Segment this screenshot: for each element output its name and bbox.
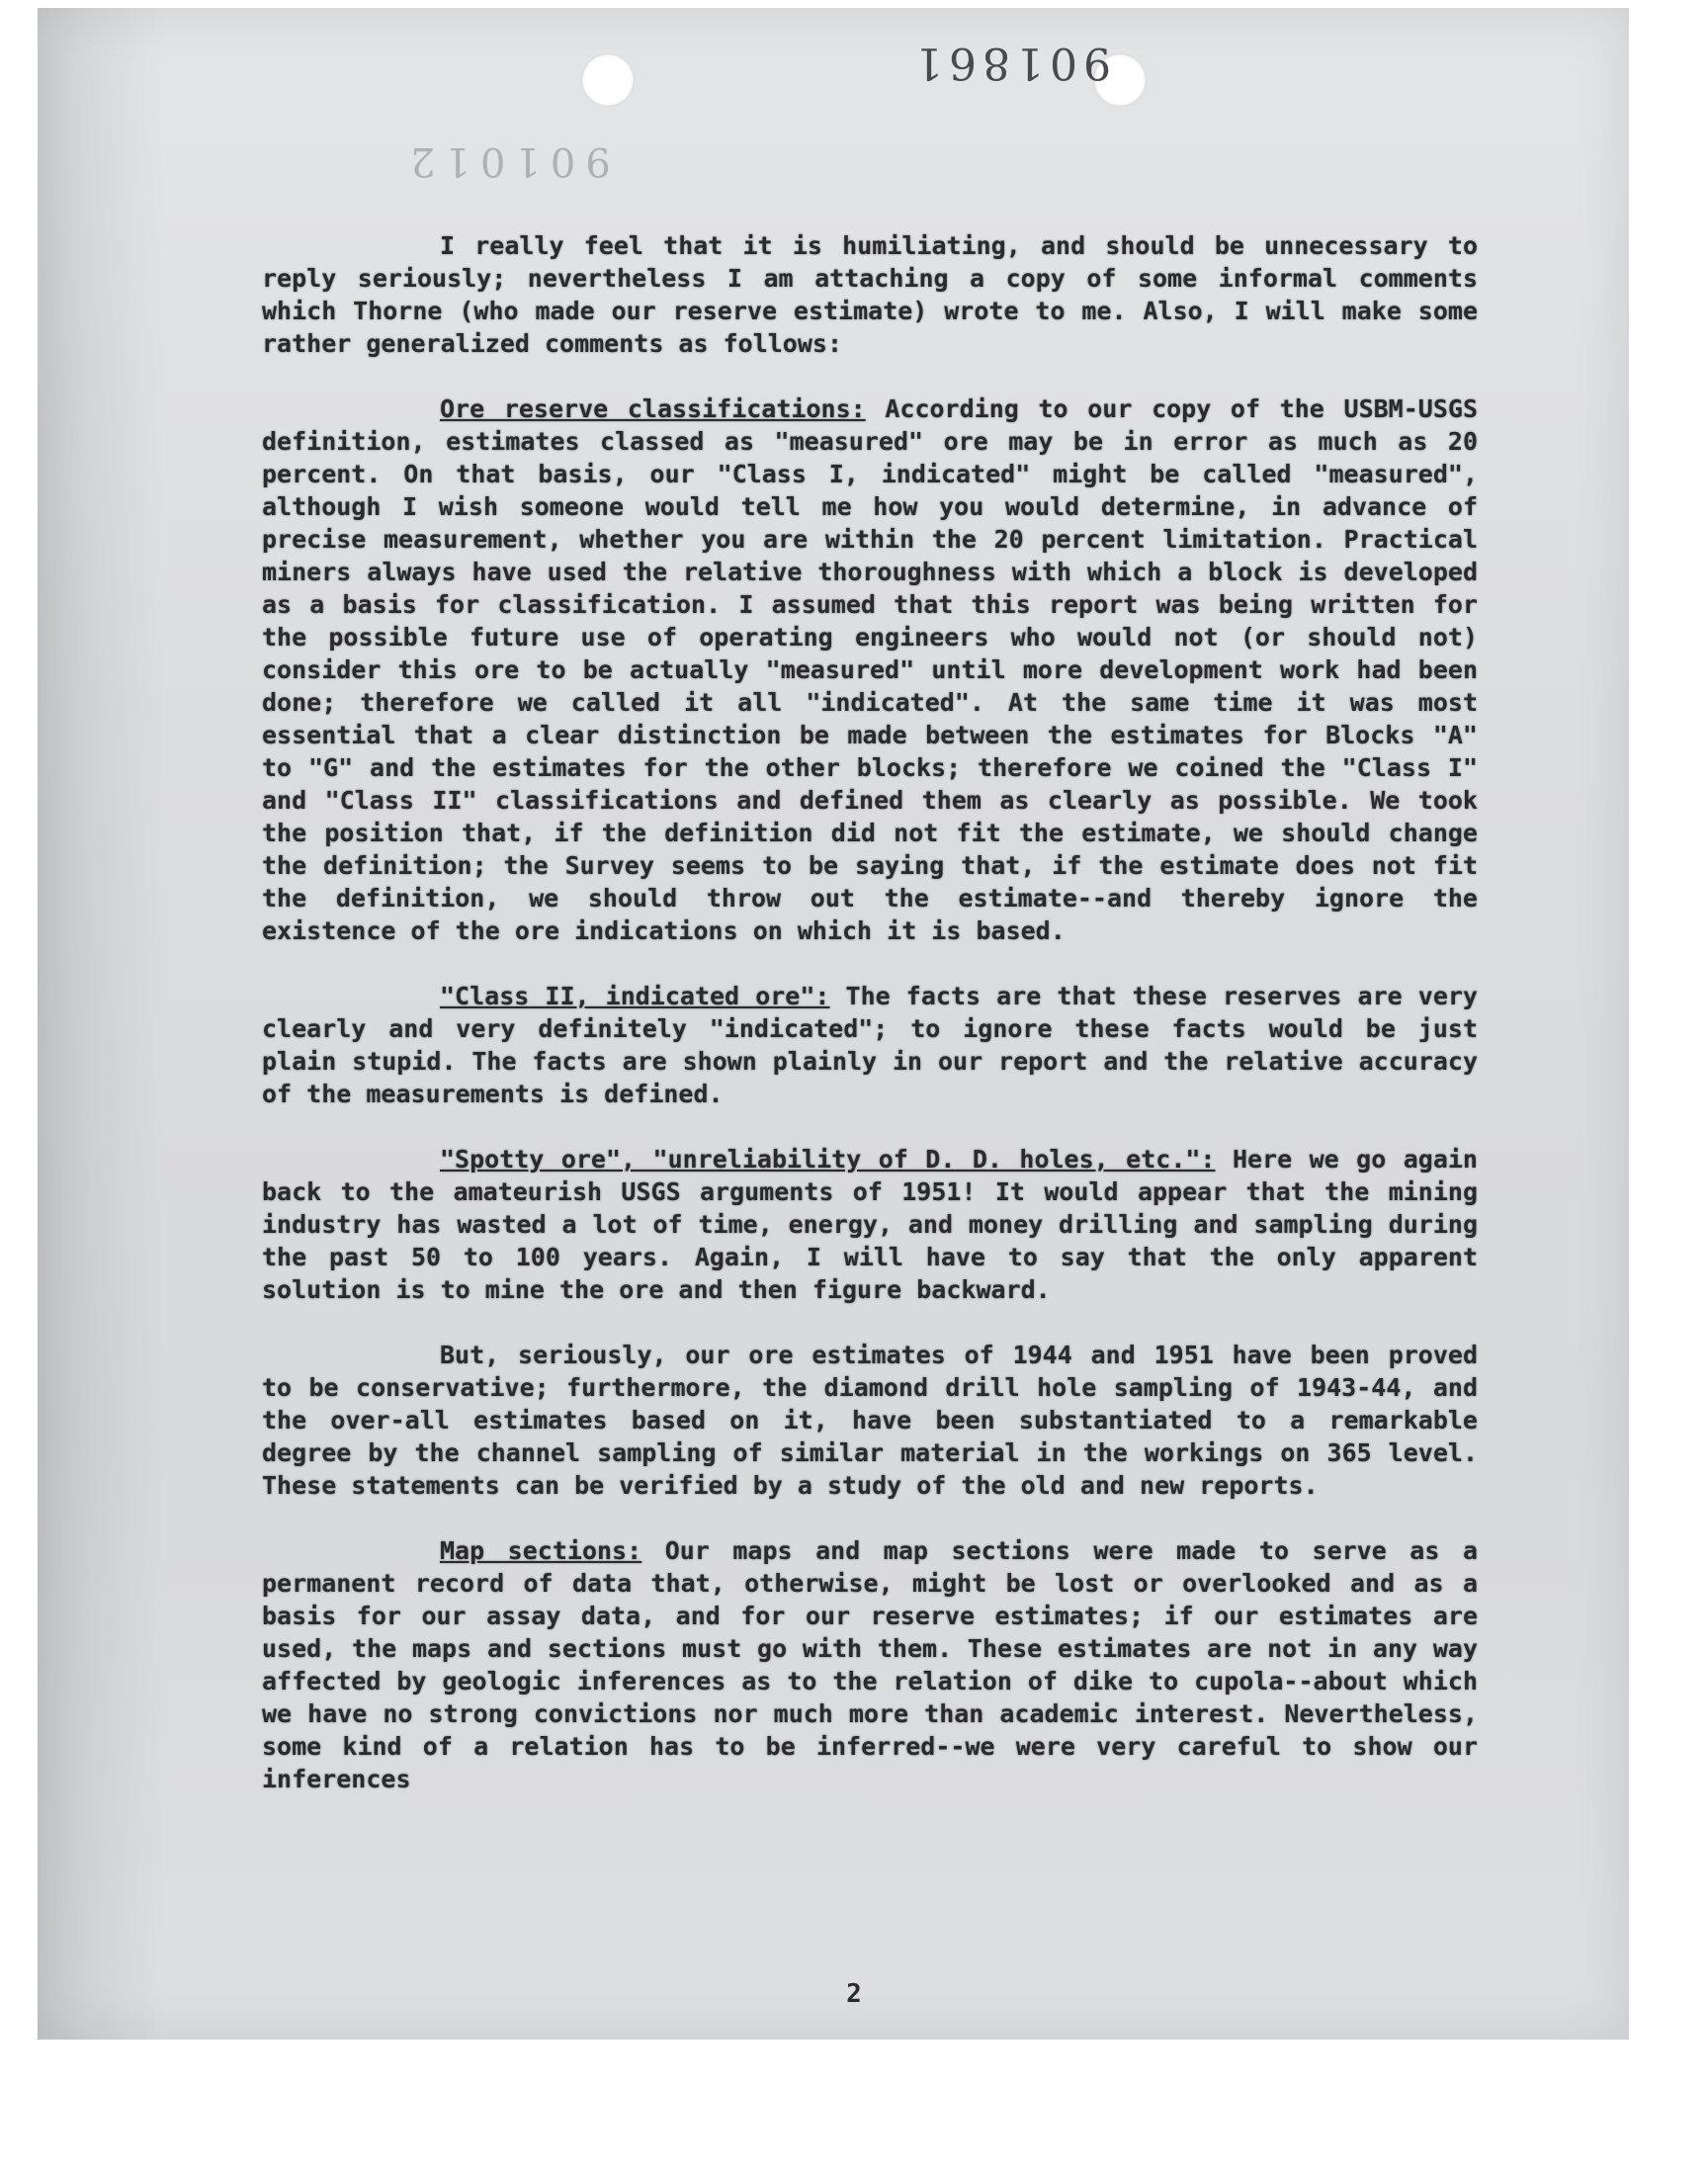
- paragraph-text: But, seriously, our ore estimates of 1944 and 1951 have been proved to be conservative; furthermore, the diamond drill hole sampling of 1943-44, and the over-all estimates based on it, have been substantiated to a remarkable degree by the channel sampling of similar material in the workings on 365 level. These statements can be verified by a study of the old and new reports.: [262, 1341, 1478, 1500]
- paragraph-heading: Ore reserve classifications:: [440, 394, 866, 423]
- paragraph-text: The facts are that these reserves are very clearly and very definitely "indicated"; to ignore these facts would be just plain stupid. The facts are shown plainly in our report and the relative accuracy of the measurements is defined.: [262, 982, 1478, 1108]
- paragraph: [262, 392, 1478, 947]
- document-number-stamp: 901861: [909, 38, 1111, 88]
- paragraph: [262, 1339, 1478, 1502]
- paragraph-text: Here we go again back to the amateurish USGS arguments of 1951! It would appear that the mining industry has wasted a lot of time, energy, and money drilling and sampling during the past 50 to 100 years. Again, I will have to say that the only apparent solution is to mine the ore and then figure backward.: [262, 1145, 1478, 1304]
- paragraph-text: According to our copy of the USBM-USGS definition, estimates classed as "measured" ore may be in error as much as 20 percent. On that basis, our "Class I, indicated" might be called "measured", although I wish someone would tell me how you would determine, in advance of precise measurement, whether you are within the 20 percent limitation. Practical miners always have used the relative thoroughness with which a block is developed as a basis for classification. I assumed that this report was being written for the possible future use of operating engineers who would not (or should not) consider this ore to be actually "measured" until more development work had been done; therefore we called it all "indicated". At the same time it was most essential that a clear distinction be made between the estimates for Blocks "A" to "G" and the estimates for the other blocks; therefore we coined the "Class I" and "Class II" classifications and defined them as clearly as possible. We took the position that, if the definition did not fit the estimate, we should change the definition; the Survey seems to be saying that, if the estimate does not fit the definition, we should throw out the estimate--and thereby ignore the existence of the ore indications on which it is based.: [262, 394, 1478, 945]
- paragraph-heading: "Class II, indicated ore":: [440, 982, 830, 1010]
- paragraph: [262, 980, 1478, 1110]
- page-number: 2: [846, 1979, 862, 2009]
- paragraph: [262, 1143, 1478, 1306]
- paragraph-heading: "Spotty ore", "unreliability of D. D. holes, etc.":: [440, 1145, 1216, 1174]
- punch-hole: [581, 53, 635, 107]
- paragraph: [262, 229, 1478, 360]
- paragraph-text: I really feel that it is humiliating, and should be unnecessary to reply seriously; nevertheless I am attaching a copy of some informal comments which Thorne (who made our reserve estimate) wrote to me. Also, I will make some rather generalized comments as follows:: [262, 231, 1478, 358]
- letter-body: [262, 229, 1478, 1828]
- paragraph-text: Our maps and map sections were made to serve as a permanent record of data that, otherwise, might be lost or overlooked and as a basis for our assay data, and for our reserve estimates; if our estimates are used, the maps and sections must go with them. These estimates are not in any way affected by geologic inferences as to the relation of dike to cupola--about which we have no strong convictions nor much more than academic interest. Nevertheless, some kind of a relation has to be inferred--we were very careful to show our inferences: [262, 1536, 1478, 1793]
- paragraph-heading: Map sections:: [440, 1536, 642, 1565]
- paragraph: [262, 1534, 1478, 1795]
- faded-number-stamp: 901012: [400, 138, 611, 184]
